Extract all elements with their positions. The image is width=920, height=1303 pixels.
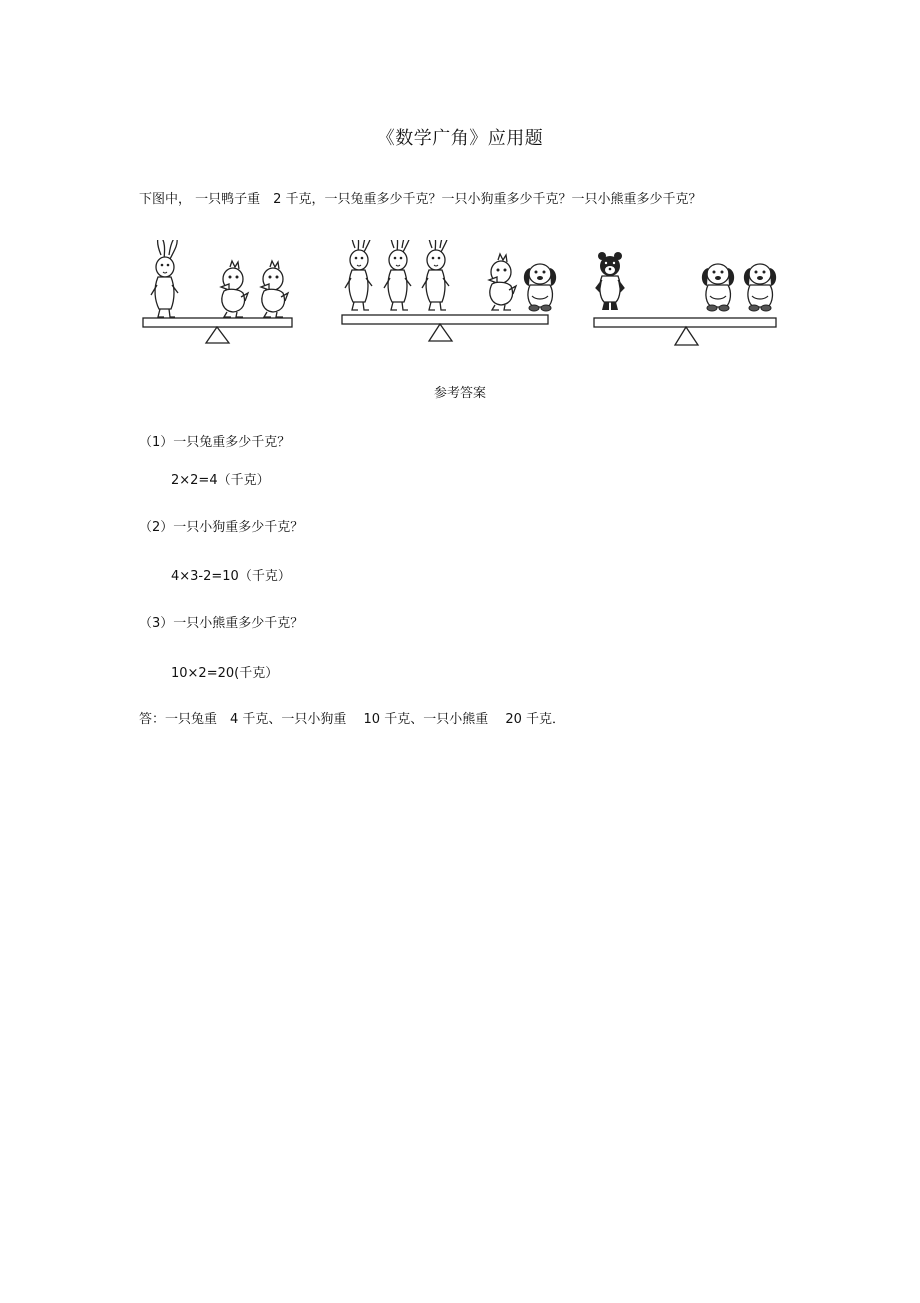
duck-icon [221, 261, 248, 317]
seesaw-figure [0, 240, 920, 352]
problem-text: 下图中， 一只鸭子重 2 千克，一只兔重多少千克？一只小狗重多少千克？一只小熊重多少千克？ [139, 192, 702, 207]
rabbit-icon [422, 240, 449, 310]
rabbit-icon [151, 240, 178, 317]
page-title: 《数学广角》应用题 [376, 128, 544, 149]
dog-icon [744, 264, 776, 311]
answer-heading: 参考答案 [433, 386, 486, 401]
bear-icon [596, 252, 624, 310]
final-answer: 答：一只兔重 4 千克、一只小狗重 10 千克、一只小熊重 20 千克． [139, 712, 566, 727]
dog-icon [524, 264, 556, 311]
question-3: （3）一只小熊重多少千克？ [139, 616, 304, 631]
question-1: （1）一只兔重多少千克？ [139, 435, 291, 450]
dog-icon [702, 264, 734, 311]
seesaw-panel-2 [342, 240, 556, 341]
rabbit-icon [345, 240, 372, 310]
seesaw-panel-3 [594, 252, 776, 345]
rabbit-icon [384, 240, 411, 310]
solution-1: 2×2=4（千克） [171, 473, 270, 488]
solution-3: 10×2=20(千克） [171, 666, 279, 681]
duck-icon [489, 254, 516, 310]
question-2: （2）一只小狗重多少千克？ [139, 520, 304, 535]
duck-icon [261, 261, 288, 317]
solution-2: 4×3-2=10（千克） [171, 569, 291, 584]
seesaw-panel-1 [143, 240, 292, 343]
